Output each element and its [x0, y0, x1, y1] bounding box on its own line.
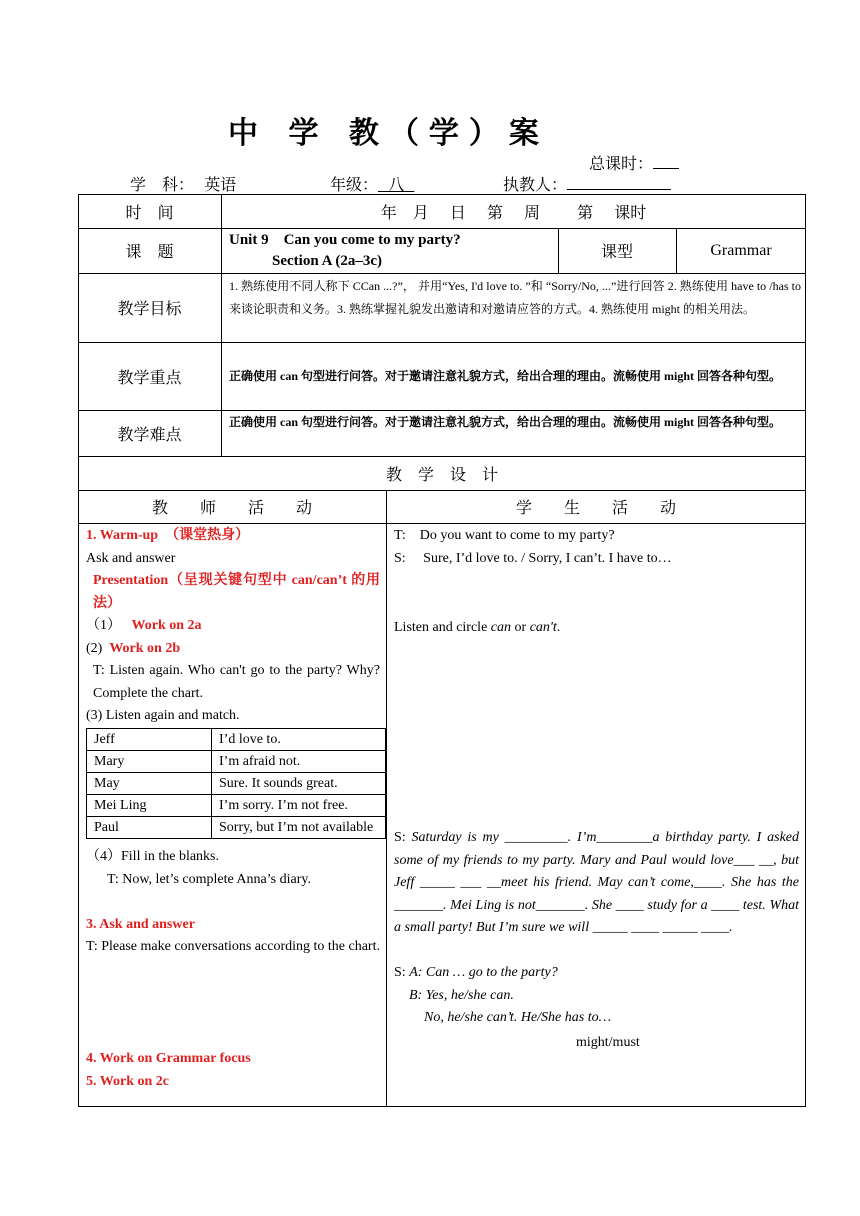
difficult-points-text: 正确使用 can 句型进行问答。对于邀请注意礼貌方式，给出合理的理由。流畅使用 might 回答各种句型。: [229, 415, 782, 429]
grade: [330, 172, 414, 195]
topic-line2: Section A (2a–3c): [272, 253, 382, 269]
col-divider: [221, 194, 222, 456]
warmup-heading: 1. Warm-up （课堂热身）: [86, 528, 250, 543]
teacher-label: 执教人：: [503, 175, 568, 194]
listen-end: .: [556, 620, 561, 635]
design-heading: 教 学 设 计: [385, 464, 498, 484]
work-2c-heading: 5. Work on 2c: [86, 1073, 169, 1089]
grade-label: 年级：: [330, 175, 379, 194]
ask-answer-instructions: T: Please make conversations according to the chart.: [86, 939, 380, 954]
student-activity: [394, 525, 799, 570]
diary-speaker: S:: [394, 830, 406, 845]
col-divider: [386, 490, 387, 1107]
step4-instructions: T: Now, let’s complete Anna’s diary.: [107, 871, 311, 887]
conversation-b2: No, he/she can’t. He/She has to…: [424, 1010, 612, 1025]
grammar-focus-heading: 4. Work on Grammar focus: [86, 1051, 251, 1066]
teacher-activity-end: [86, 1048, 380, 1093]
match-speaker: Mei Ling: [87, 795, 212, 817]
subject: [130, 172, 236, 195]
document-title: 中 学 教（学）案: [228, 116, 549, 151]
goals-text: 1. 熟练使用不同人称下 CCan ...?”， 并用“Yes, I'd love to. ”和 “Sorry/No, ...”进行回答 2. 熟练使用 have to /has to 来谈论职责和义务。3. 熟练掌握礼貌发出邀请和对邀请应答的方式。4. 熟练使用 might 的相关用法。: [229, 279, 801, 316]
step4: （4）Fill in the blanks.: [86, 849, 219, 864]
match-row: [87, 773, 386, 795]
step2-instructions: T: Listen again. Who can't go to the party? Why? Complete the chart.: [93, 663, 380, 701]
listen-or: or: [511, 620, 530, 635]
teacher-blank: [567, 175, 671, 190]
teacher-activity-continued: [86, 846, 380, 959]
ask-answer: Ask and answer: [86, 550, 176, 566]
total-hours-label: 总课时：: [589, 154, 654, 173]
conversation-speaker: S:: [394, 965, 406, 980]
row-divider: [78, 523, 806, 524]
difficult-points-label: 教学难点: [117, 424, 182, 444]
match-speaker: Jeff: [87, 729, 212, 751]
conversation-b1: B: Yes, he/she can.: [409, 987, 514, 1003]
total-hours-blank: [653, 154, 679, 169]
conversation-a: [394, 962, 799, 985]
topic-value: [229, 230, 554, 272]
total-hours: [589, 151, 679, 174]
match-table: [86, 728, 386, 839]
step2: [86, 638, 380, 661]
match-speaker: Paul: [87, 817, 212, 839]
step3: (3) Listen again and match.: [86, 708, 240, 723]
listen-cant: can't: [529, 620, 557, 635]
conversation-model: [394, 962, 799, 1054]
step1: [86, 615, 380, 638]
step1-number: （1）: [86, 618, 121, 633]
teacher-activity: [86, 525, 380, 728]
topic-line1: Unit 9 Can you come to my party?: [229, 232, 461, 248]
step1-text: Work on 2a: [131, 618, 202, 633]
listen-circle: [394, 617, 799, 640]
subject-value: 英语: [204, 175, 237, 194]
grade-value: [378, 175, 414, 194]
match-row: [87, 817, 386, 839]
conversation-a-text: A: Can … go to the party?: [409, 965, 558, 980]
match-row: [87, 795, 386, 817]
student-answer: S: Sure, I’d love to. / Sorry, I can’t. I have to…: [394, 550, 672, 566]
teacher-activity-heading: 教 师 活 动: [151, 498, 312, 517]
grade-value-text: 八: [388, 175, 405, 194]
match-response: I’m afraid not.: [212, 751, 386, 773]
topic-label: 课 题: [125, 242, 174, 261]
match-response: I’m sorry. I’m not free.: [212, 795, 386, 817]
listen-can: can: [490, 620, 512, 635]
time-label: 时 间: [125, 202, 174, 222]
student-activity-heading: 学 生 活 动: [515, 498, 676, 517]
match-row: [87, 751, 386, 773]
teacher-question: T: Do you want to come to my party?: [394, 528, 615, 543]
subject-label: 学 科：: [130, 175, 195, 194]
key-points-text: 正确使用 can 句型进行问答。对于邀请注意礼貌方式，给出合理的理由。流畅使用 might 回答各种句型。: [229, 369, 782, 383]
match-response: Sorry, but I’m not available: [212, 817, 386, 839]
match-speaker: May: [87, 773, 212, 795]
key-points-label: 教学重点: [117, 367, 182, 387]
match-response: I’d love to.: [212, 729, 386, 751]
time-value: 年 月 日 第 周 第 课时: [380, 202, 647, 222]
listen-prefix: Listen and circle: [394, 620, 491, 635]
step2-number: (2): [86, 640, 103, 656]
spacer: [86, 891, 380, 914]
presentation-heading: Presentation（呈现关键句型中 can/can’t 的用法）: [93, 573, 380, 611]
match-response: Sure. It sounds great.: [212, 773, 386, 795]
might-must: might/must: [576, 1034, 640, 1050]
diary-text: Saturday is my _________. I’m________a birthday party. I asked some of my friends to my party. Mary and Paul would love___ __, but Jeff _____ ___ __meet his friend. May can’t come,____. She has the _______. Mei Ling is not_______. She ____ study for a ____ test. What a small party! But I’m sure we will _____ ____ _____ ____.: [394, 830, 800, 935]
goals-label: 教学目标: [117, 299, 182, 318]
match-table-body: [87, 729, 386, 839]
teacher: [503, 172, 671, 195]
match-speaker: Mary: [87, 751, 212, 773]
diary-exercise: [394, 827, 799, 940]
match-row: [87, 729, 386, 751]
step2-text: Work on 2b: [109, 640, 181, 656]
ask-answer-heading: 3. Ask and answer: [86, 916, 195, 932]
type-label: 课型: [600, 242, 633, 261]
type-value: Grammar: [710, 241, 772, 259]
